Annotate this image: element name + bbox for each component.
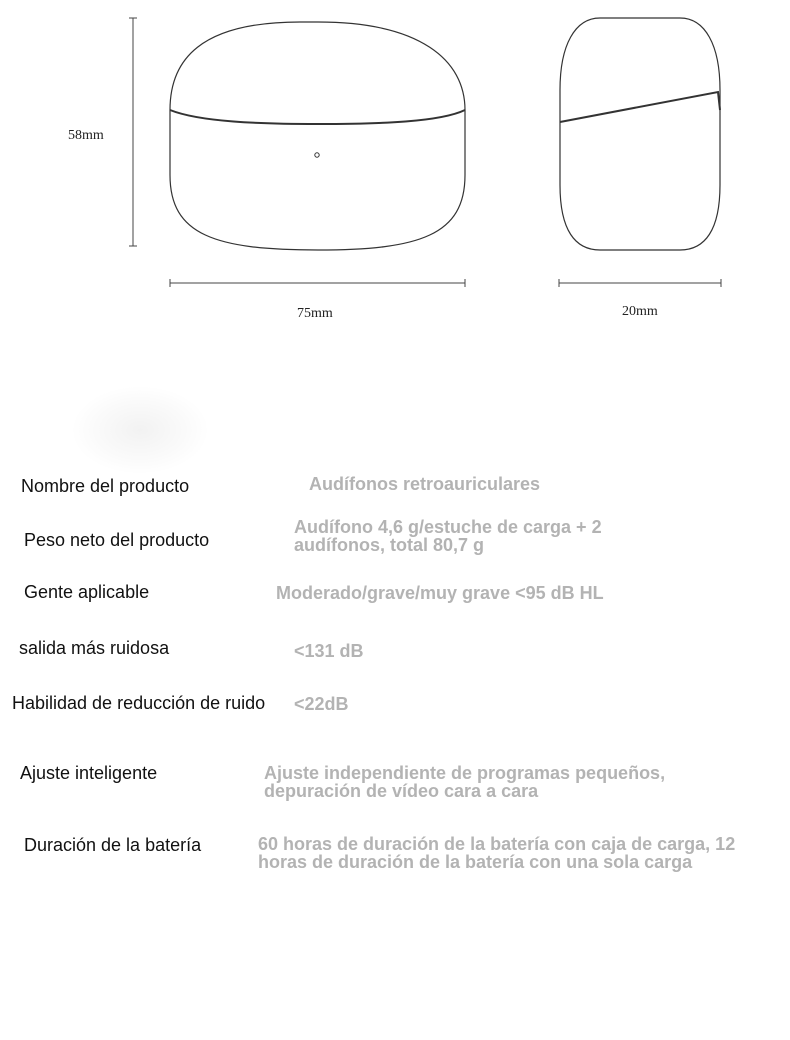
dimension-drawing <box>0 0 790 340</box>
spec-label-product-name: Nombre del producto <box>21 476 190 496</box>
spec-value-product-name: Audífonos retroauriculares <box>309 474 541 494</box>
case-front-lid-line <box>170 110 465 124</box>
background-smudge <box>70 385 210 475</box>
spec-value-noise-reduction: <22dB <box>294 694 349 714</box>
width-label: 75mm <box>297 306 333 321</box>
spec-value-smart-adjustment: Ajuste independiente de programas pequeños, depuración de vídeo cara a cara <box>264 763 666 801</box>
spec-value-net-weight: Audífono 4,6 g/estuche de carga + 2 audífonos, total 80,7 g <box>294 517 602 555</box>
depth-label: 20mm <box>622 304 658 319</box>
spec-label-applicable-people: Gente aplicable <box>24 582 150 602</box>
spec-label-battery-life: Duración de la batería <box>24 835 202 855</box>
depth-dimension <box>559 279 721 287</box>
width-dimension <box>170 279 465 287</box>
case-indicator-dot <box>315 153 319 157</box>
spec-value-max-output: <131 dB <box>294 641 364 661</box>
spec-label-noise-reduction: Habilidad de reducción de ruido <box>12 693 266 713</box>
case-front-outline <box>170 22 465 250</box>
spec-label-max-output: salida más ruidosa <box>19 638 170 658</box>
case-side-lid-line <box>560 92 720 122</box>
spec-value-applicable-people: Moderado/grave/muy grave <95 dB HL <box>276 583 604 603</box>
case-side-outline <box>560 18 720 250</box>
case-front-view <box>170 22 465 250</box>
spec-label-net-weight: Peso neto del producto <box>24 530 210 550</box>
spec-label-smart-adjustment: Ajuste inteligente <box>20 763 158 783</box>
height-label: 58mm <box>68 128 104 143</box>
case-side-view <box>560 18 720 250</box>
spec-value-battery-life: 60 horas de duración de la batería con caja de carga, 12 horas de duración de la batería con una sola carga <box>258 834 736 872</box>
height-dimension <box>129 18 137 246</box>
